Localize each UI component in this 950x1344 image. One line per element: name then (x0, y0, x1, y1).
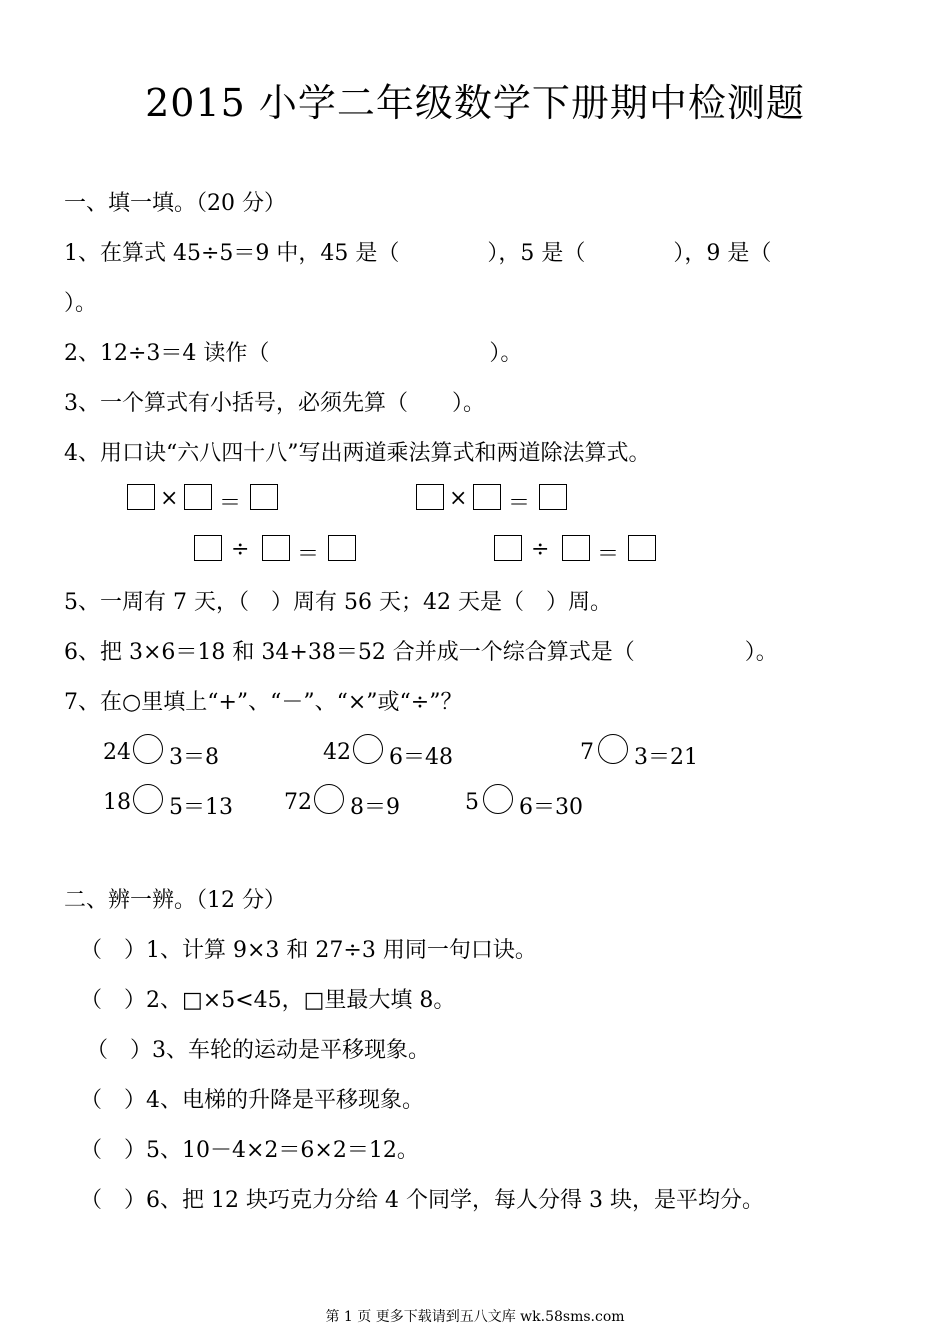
judge-item-4: （ ）4、电梯的升降是平移现象。 (80, 1088, 424, 1113)
equals-sign: ＝ (597, 542, 620, 567)
left-number: 7 (580, 740, 594, 765)
section2-heading: 二、辨一辨。（12 分） (64, 888, 286, 913)
blank-circle (314, 784, 344, 814)
blank-box (562, 535, 590, 561)
right-expression: 8＝9 (350, 795, 400, 820)
judge-item-5: （ ）5、10－4×2＝6×2＝12。 (80, 1138, 419, 1163)
judge-item-1: （ ）1、计算 9×3 和 27÷3 用同一句口诀。 (80, 938, 537, 963)
left-number: 5 (465, 790, 479, 815)
divide-sign: ÷ (531, 537, 550, 562)
judge-item-2: （ ）2、□×5<45，□里最大填 8。 (80, 988, 456, 1013)
equals-sign: ＝ (508, 491, 531, 516)
question-4: 4、用口诀“六八四十八”写出两道乘法算式和两道除法算式。 (64, 441, 651, 466)
left-number: 24 (103, 740, 131, 765)
left-number: 42 (323, 740, 351, 765)
right-expression: 3＝8 (169, 745, 219, 770)
question-5: 5、一周有 7 天，（ ）周有 56 天；42 天是（ ）周。 (64, 590, 612, 615)
blank-circle (353, 734, 383, 764)
equals-sign: ＝ (219, 491, 242, 516)
page-title: 2015 小学二年级数学下册期中检测题 (145, 81, 805, 125)
blank-box (539, 484, 567, 510)
question-2: 2、12÷3＝4 读作（ ）。 (64, 341, 523, 366)
right-expression: 5＝13 (169, 795, 233, 820)
left-number: 18 (103, 790, 131, 815)
question-6: 6、把 3×6＝18 和 34+38＝52 合并成一个综合算式是（ ）。 (64, 640, 778, 665)
right-expression: 6＝30 (519, 795, 583, 820)
blank-box (473, 484, 501, 510)
question-7: 7、在○里填上“+”、“－”、“×”或“÷”？ (64, 690, 463, 715)
blank-box (250, 484, 278, 510)
blank-box (194, 535, 222, 561)
blank-box (416, 484, 444, 510)
page-footer: 第 1 页 更多下载请到五八文库 wk.58sms.com (325, 1309, 625, 1325)
blank-box (494, 535, 522, 561)
blank-box (628, 535, 656, 561)
blank-circle (598, 734, 628, 764)
question-1: 1、在算式 45÷5＝9 中，45 是（ ），5 是（ ），9 是（ (64, 241, 772, 266)
question-3: 3、一个算式有小括号，必须先算（ ）。 (64, 391, 485, 416)
blank-circle (133, 784, 163, 814)
blank-circle (483, 784, 513, 814)
left-number: 72 (284, 790, 312, 815)
judge-item-6: （ ）6、把 12 块巧克力分给 4 个同学，每人分得 3 块，是平均分。 (80, 1188, 764, 1213)
section1-heading: 一、填一填。（20 分） (64, 191, 286, 216)
blank-box (262, 535, 290, 561)
times-sign: × (449, 486, 468, 511)
right-expression: 6＝48 (389, 745, 453, 770)
judge-item-3: （ ）3、车轮的运动是平移现象。 (86, 1038, 430, 1063)
blank-circle (133, 734, 163, 764)
blank-box (127, 484, 155, 510)
blank-box (184, 484, 212, 510)
blank-box (328, 535, 356, 561)
right-expression: 3＝21 (634, 745, 698, 770)
divide-sign: ÷ (231, 537, 250, 562)
question-1-continued: ）。 (64, 291, 98, 316)
times-sign: × (160, 486, 179, 511)
equals-sign: ＝ (297, 542, 320, 567)
